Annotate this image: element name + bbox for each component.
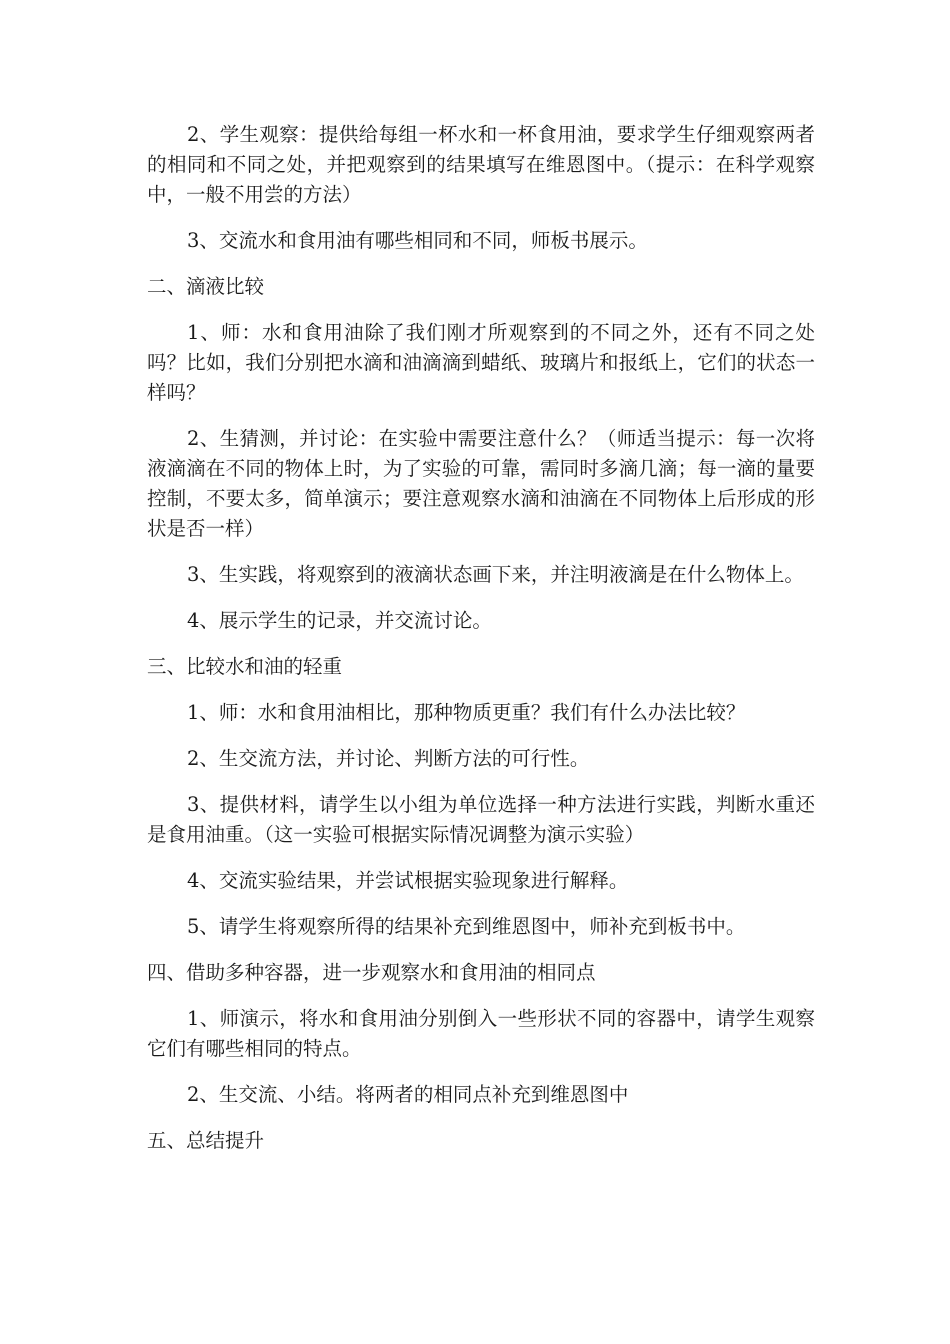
section-heading-4: 四、借助多种容器，进一步观察水和食用油的相同点 [147, 961, 596, 984]
section-heading-3: 三、比较水和油的轻重 [147, 655, 343, 678]
document-page [147, 120, 815, 1172]
paragraph-summary-exchange: 2、生交流、小结。将两者的相同点补充到维恩图中 [187, 1083, 629, 1106]
section-heading-2: 二、滴液比较 [147, 275, 265, 298]
paragraph-show-records: 4、展示学生的记录，并交流讨论。 [187, 609, 492, 632]
paragraph-student-guess: 2、生猜测，并讨论：在实验中需要注意什么？（师适当提示：每一次将液滴滴在不同的物体上时，为了实验的可靠，需同时多滴几滴；每一滴的量要控制，不要太多，简单演示；要注意观察水滴和油滴在不同物体上后形成的形状是否一样） [147, 427, 815, 540]
paragraph-teacher-question-weight: 1、师：水和食用油相比，那种物质更重？我们有什么办法比较？ [187, 701, 746, 724]
paragraph-discuss-methods: 2、生交流方法，并讨论、判断方法的可行性。 [187, 747, 590, 770]
paragraph-exchange-results: 4、交流实验结果，并尝试根据实验现象进行解释。 [187, 869, 629, 892]
section-heading-5: 五、总结提升 [147, 1129, 265, 1152]
paragraph-teacher-question-drops: 1、师：水和食用油除了我们刚才所观察到的不同之外，还有不同之处吗？比如，我们分别把水滴和油滴滴到蜡纸、玻璃片和报纸上，它们的状态一样吗？ [147, 321, 815, 404]
paragraph-provide-materials: 3、提供材料，请学生以小组为单位选择一种方法进行实践，判断水重还是食用油重。（这一实验可根据实际情况调整为演示实验） [147, 793, 815, 846]
paragraph-add-to-venn: 5、请学生将观察所得的结果补充到维恩图中，师补充到板书中。 [187, 915, 746, 938]
paragraph-observe: 2、学生观察：提供给每组一杯水和一杯食用油，要求学生仔细观察两者的相同和不同之处，并把观察到的结果填写在维恩图中。（提示：在科学观察中，一般不用尝的方法） [147, 123, 815, 206]
paragraph-student-practice: 3、生实践，将观察到的液滴状态画下来，并注明液滴是在什么物体上。 [187, 563, 804, 586]
paragraph-exchange-differences: 3、交流水和食用油有哪些相同和不同，师板书展示。 [187, 229, 648, 252]
paragraph-teacher-demo-containers: 1、师演示，将水和食用油分别倒入一些形状不同的容器中，请学生观察它们有哪些相同的特点。 [147, 1007, 815, 1060]
